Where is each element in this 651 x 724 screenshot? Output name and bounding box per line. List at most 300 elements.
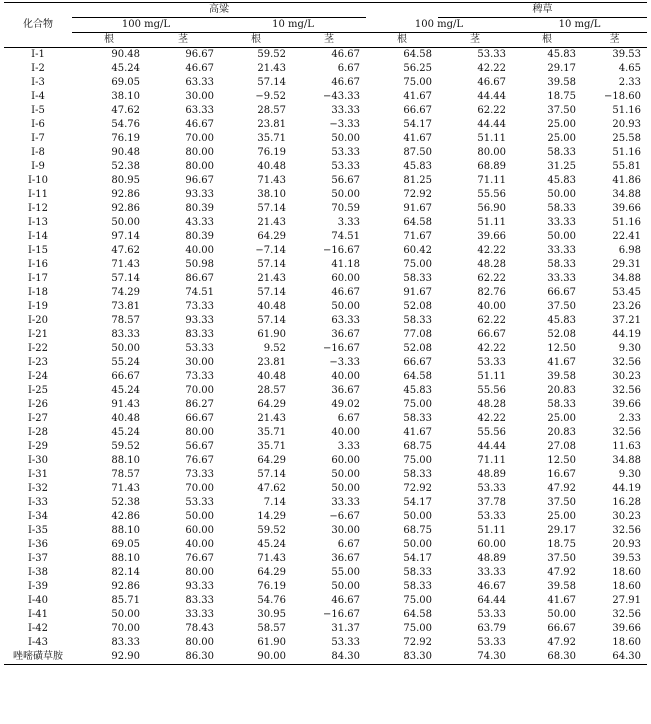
inhibition-value: 80.00 [185, 637, 214, 648]
inhibition-value: 9.30 [618, 343, 642, 354]
inhibition-value: 71.67 [403, 231, 432, 242]
part-header-stem: 茎 [292, 33, 366, 48]
inhibition-value: 41.67 [403, 133, 432, 144]
inhibition-value: 42.22 [477, 413, 506, 424]
inhibition-value: 58.33 [403, 273, 432, 284]
inhibition-value: 75.00 [403, 455, 432, 466]
inhibition-value: 71.11 [477, 175, 506, 186]
table-row [4, 132, 647, 146]
inhibition-value: 29.17 [547, 525, 576, 536]
inhibition-value: 70.59 [331, 203, 360, 214]
inhibition-value: 64.44 [477, 595, 506, 606]
inhibition-value: 96.67 [185, 49, 214, 60]
inhibition-value: 53.33 [185, 343, 214, 354]
inhibition-value: 47.92 [547, 483, 576, 494]
table-row [4, 524, 647, 538]
inhibition-value: 44.19 [612, 483, 642, 494]
inhibition-value: 20.83 [547, 427, 576, 438]
inhibition-value: 74.51 [331, 231, 360, 242]
inhibition-value: 47.92 [547, 567, 576, 578]
inhibition-value: 31.25 [547, 161, 576, 172]
inhibition-value: 50.00 [111, 217, 140, 228]
compound-name: Ⅰ-14 [27, 231, 49, 242]
inhibition-value: 51.11 [477, 217, 506, 228]
inhibition-value: 34.88 [612, 273, 642, 284]
table-row [4, 272, 647, 286]
inhibition-value: 62.22 [477, 273, 506, 284]
inhibition-value: 40.00 [331, 371, 360, 382]
inhibition-value: 90.48 [111, 147, 140, 158]
inhibition-value: 50.00 [111, 609, 140, 620]
inhibition-value: 71.11 [477, 455, 506, 466]
inhibition-value: 78.43 [185, 623, 214, 634]
inhibition-value: 57.14 [111, 273, 140, 284]
inhibition-value: 50.00 [185, 511, 214, 522]
inhibition-value: 71.43 [111, 259, 140, 270]
inhibition-value: 64.58 [403, 371, 432, 382]
compound-name: Ⅰ-9 [31, 161, 45, 172]
compound-name: Ⅰ-12 [27, 203, 49, 214]
compound-name: Ⅰ-4 [31, 91, 45, 102]
conc-header-barnyard-10: 10 mg/L [512, 18, 647, 33]
table-row [4, 356, 647, 370]
inhibition-value: 53.33 [477, 483, 506, 494]
inhibition-value: 12.50 [547, 455, 576, 466]
inhibition-value: 83.33 [185, 329, 214, 340]
inhibition-value: −18.60 [604, 91, 642, 102]
table-row [4, 594, 647, 608]
table-row [4, 174, 647, 188]
inhibition-value: 33.33 [331, 105, 360, 116]
table-row [4, 90, 647, 104]
table-row [4, 76, 647, 90]
inhibition-value: 76.67 [185, 553, 214, 564]
compound-name: Ⅰ-37 [27, 553, 49, 564]
table-row [4, 342, 647, 356]
inhibition-value: 60.00 [477, 539, 506, 550]
inhibition-value: 62.22 [477, 315, 506, 326]
inhibition-value: 93.33 [185, 189, 214, 200]
inhibition-value: 6.67 [337, 63, 360, 74]
inhibition-value: 85.71 [111, 595, 140, 606]
inhibition-value: 4.65 [618, 63, 642, 74]
inhibition-value: 45.24 [111, 385, 140, 396]
inhibition-value: 27.91 [612, 595, 642, 606]
inhibition-value: 38.10 [257, 189, 286, 200]
compound-name: Ⅰ-26 [27, 399, 49, 410]
inhibition-value: 44.19 [612, 329, 642, 340]
inhibition-value: 76.19 [111, 133, 140, 144]
inhibition-value: 48.28 [477, 259, 506, 270]
inhibition-value: 46.67 [185, 63, 214, 74]
inhibition-value: 59.52 [257, 49, 286, 60]
inhibition-value: 51.16 [612, 105, 642, 116]
inhibition-value: −7.14 [255, 245, 286, 256]
inhibition-value: 80.00 [185, 567, 214, 578]
inhibition-value: 55.56 [477, 427, 506, 438]
inhibition-value: 33.33 [185, 609, 214, 620]
inhibition-value: 58.33 [403, 315, 432, 326]
inhibition-value: 83.33 [111, 329, 140, 340]
inhibition-value: 53.33 [331, 161, 360, 172]
inhibition-value: 80.39 [185, 203, 214, 214]
inhibition-value: 41.18 [331, 259, 360, 270]
table-row [4, 104, 647, 118]
compound-name: Ⅰ-31 [27, 469, 49, 480]
inhibition-value: 53.33 [331, 147, 360, 158]
inhibition-value: 3.33 [337, 217, 360, 228]
inhibition-value: 9.52 [263, 343, 286, 354]
inhibition-value: 78.57 [111, 469, 140, 480]
compound-name: Ⅰ-13 [27, 217, 49, 228]
inhibition-value: 29.31 [612, 259, 642, 270]
inhibition-value: 75.00 [403, 259, 432, 270]
inhibition-value: 92.86 [111, 203, 140, 214]
inhibition-value: 20.93 [612, 119, 642, 130]
table-row [4, 328, 647, 342]
inhibition-value: 92.86 [111, 189, 140, 200]
part-header-root: 根 [220, 33, 292, 48]
compound-name: Ⅰ-2 [31, 63, 45, 74]
inhibition-value: 14.29 [257, 511, 286, 522]
inhibition-value: 64.58 [403, 49, 432, 60]
compound-name: Ⅰ-1 [31, 49, 45, 60]
inhibition-value: 45.24 [111, 427, 140, 438]
compound-name: Ⅰ-3 [31, 77, 45, 88]
inhibition-value: 64.29 [257, 231, 286, 242]
inhibition-value: 92.90 [72, 650, 146, 665]
inhibition-value: 73.33 [185, 469, 214, 480]
compound-name: Ⅰ-35 [27, 525, 49, 536]
inhibition-value: 52.38 [111, 497, 140, 508]
inhibition-value: 18.60 [612, 637, 642, 648]
inhibition-value: 58.33 [547, 147, 576, 158]
inhibition-value: 92.86 [111, 581, 140, 592]
inhibition-value: 87.50 [403, 147, 432, 158]
inhibition-value: 37.50 [547, 105, 576, 116]
inhibition-value: 30.23 [612, 371, 642, 382]
table-body [4, 48, 647, 665]
inhibition-value: 51.11 [477, 371, 506, 382]
inhibition-value: 75.00 [403, 399, 432, 410]
inhibition-value: 52.38 [111, 161, 140, 172]
inhibition-value: −6.67 [329, 511, 360, 522]
table-row [4, 48, 647, 63]
inhibition-value: −43.33 [322, 91, 360, 102]
inhibition-value: 96.67 [185, 175, 214, 186]
inhibition-value: 40.48 [257, 161, 286, 172]
inhibition-value: 41.67 [403, 91, 432, 102]
table-row [4, 244, 647, 258]
inhibition-value: 21.43 [257, 413, 286, 424]
table-row [4, 538, 647, 552]
inhibition-value: 51.16 [612, 217, 642, 228]
inhibition-value: 33.33 [547, 273, 576, 284]
plant-header-barnyardgrass: 稗草 [438, 3, 647, 18]
inhibition-value: 57.14 [257, 315, 286, 326]
table-row [4, 440, 647, 454]
inhibition-value: 76.19 [257, 581, 286, 592]
inhibition-value: 88.10 [111, 525, 140, 536]
compound-name: Ⅰ-7 [31, 133, 45, 144]
table-row [4, 118, 647, 132]
inhibition-value: 66.67 [111, 371, 140, 382]
compound-name: Ⅰ-25 [27, 385, 49, 396]
inhibition-value: 80.95 [111, 175, 140, 186]
inhibition-value: 21.43 [257, 273, 286, 284]
inhibition-value: 60.42 [403, 245, 432, 256]
inhibition-value: 78.57 [111, 315, 140, 326]
inhibition-value: 50.00 [403, 511, 432, 522]
inhibition-value: 25.00 [547, 413, 576, 424]
inhibition-value: 50.00 [331, 133, 360, 144]
compound-name: Ⅰ-28 [27, 427, 49, 438]
inhibition-value: 46.67 [331, 595, 360, 606]
inhibition-value: 53.33 [477, 637, 506, 648]
inhibition-value: 59.52 [257, 525, 286, 536]
inhibition-value: 74.51 [185, 287, 214, 298]
inhibition-value: 80.00 [185, 161, 214, 172]
inhibition-value: 23.81 [257, 119, 286, 130]
inhibition-value: 56.90 [477, 203, 506, 214]
table-row [4, 146, 647, 160]
compound-name: Ⅰ-24 [27, 371, 49, 382]
compound-name: Ⅰ-32 [27, 483, 49, 494]
inhibition-value: 36.67 [331, 329, 360, 340]
inhibition-value: 66.67 [547, 623, 576, 634]
inhibition-value: 33.33 [477, 567, 506, 578]
inhibition-value: 20.83 [547, 385, 576, 396]
inhibition-value: 74.30 [438, 650, 512, 665]
compound-name: Ⅰ-30 [27, 455, 49, 466]
inhibition-value: 52.08 [403, 343, 432, 354]
inhibition-value: 55.00 [331, 567, 360, 578]
inhibition-value: 44.44 [477, 91, 506, 102]
inhibition-value: 63.33 [331, 315, 360, 326]
compound-name: Ⅰ-21 [27, 329, 49, 340]
inhibition-value: −9.52 [255, 91, 286, 102]
part-header-root: 根 [72, 33, 146, 48]
inhibition-value: 6.67 [337, 539, 360, 550]
table-row [4, 580, 647, 594]
inhibition-value: 69.05 [111, 77, 140, 88]
inhibition-value: 58.57 [257, 623, 286, 634]
inhibition-value: 50.00 [331, 189, 360, 200]
inhibition-value: 11.63 [612, 441, 642, 452]
inhibition-value: 53.33 [185, 497, 214, 508]
inhibition-value: 37.21 [612, 315, 642, 326]
table-row [4, 496, 647, 510]
inhibition-value: 25.00 [547, 511, 576, 522]
inhibition-value: 39.53 [612, 553, 642, 564]
inhibition-value: 83.33 [111, 637, 140, 648]
inhibition-value: 39.66 [612, 203, 642, 214]
inhibition-value: 41.67 [403, 427, 432, 438]
inhibition-value: 45.83 [403, 161, 432, 172]
inhibition-value: 72.92 [403, 483, 432, 494]
inhibition-value: 57.14 [257, 203, 286, 214]
inhibition-value: 44.44 [477, 441, 506, 452]
inhibition-value: 50.00 [331, 483, 360, 494]
inhibition-value: 40.48 [257, 301, 286, 312]
inhibition-value: 66.67 [477, 329, 506, 340]
table-row [4, 622, 647, 636]
inhibition-value: 61.90 [257, 329, 286, 340]
inhibition-value: 32.56 [612, 525, 642, 536]
inhibition-value: 35.71 [257, 133, 286, 144]
inhibition-value: 91.43 [111, 399, 140, 410]
inhibition-value: 30.00 [185, 357, 214, 368]
inhibition-value: 40.00 [331, 427, 360, 438]
inhibition-value: 2.33 [618, 413, 642, 424]
inhibition-value: 6.67 [337, 413, 360, 424]
inhibition-value: 39.58 [547, 371, 576, 382]
conc-header-sorghum-100: 100 mg/L [72, 18, 220, 33]
inhibition-value: 28.57 [257, 105, 286, 116]
inhibition-value: 51.16 [612, 147, 642, 158]
inhibition-value: 54.17 [403, 553, 432, 564]
inhibition-value: 53.45 [612, 287, 642, 298]
inhibition-value: 43.33 [185, 217, 214, 228]
inhibition-value: 80.39 [185, 231, 214, 242]
inhibition-value: 32.56 [612, 427, 642, 438]
inhibition-value: 50.00 [331, 301, 360, 312]
table-row [4, 62, 647, 76]
inhibition-value: −3.33 [329, 119, 360, 130]
inhibition-value: 50.00 [547, 231, 576, 242]
inhibition-value: 40.48 [111, 413, 140, 424]
inhibition-value: 70.00 [185, 133, 214, 144]
inhibition-value: 58.33 [403, 567, 432, 578]
inhibition-value: 58.33 [403, 469, 432, 480]
inhibition-value: 53.33 [477, 49, 506, 60]
inhibition-value: 66.67 [403, 105, 432, 116]
inhibition-value: 77.08 [403, 329, 432, 340]
inhibition-value: 37.78 [477, 497, 506, 508]
inhibition-value: 51.11 [477, 525, 506, 536]
compound-name: Ⅰ-39 [27, 581, 49, 592]
inhibition-value: 32.56 [612, 357, 642, 368]
inhibition-value: 46.67 [477, 581, 506, 592]
compound-name: Ⅰ-18 [27, 287, 49, 298]
inhibition-value: −16.67 [322, 343, 360, 354]
inhibition-value: 48.28 [477, 399, 506, 410]
inhibition-value: 33.33 [331, 497, 360, 508]
inhibition-value: 52.08 [547, 329, 576, 340]
inhibition-value: 55.24 [111, 357, 140, 368]
inhibition-value: 39.53 [612, 49, 642, 60]
inhibition-value: 84.30 [292, 650, 366, 665]
inhibition-value: 39.66 [612, 399, 642, 410]
inhibition-value: 6.98 [618, 245, 642, 256]
inhibition-value: 50.00 [547, 189, 576, 200]
inhibition-value: 82.14 [111, 567, 140, 578]
compound-name: Ⅰ-17 [27, 273, 49, 284]
inhibition-value: −16.67 [322, 245, 360, 256]
inhibition-value: 71.43 [257, 553, 286, 564]
inhibition-value: 30.00 [185, 91, 214, 102]
inhibition-value: 37.50 [547, 301, 576, 312]
inhibition-value: 50.00 [547, 609, 576, 620]
inhibition-value: 62.22 [477, 105, 506, 116]
inhibition-value: 73.33 [185, 301, 214, 312]
inhibition-value: 52.08 [403, 301, 432, 312]
compound-name: Ⅰ-11 [27, 189, 49, 200]
inhibition-value: 45.83 [547, 315, 576, 326]
inhibition-value: 69.05 [111, 539, 140, 550]
compound-name: Ⅰ-41 [27, 609, 49, 620]
inhibition-value: 75.00 [403, 595, 432, 606]
inhibition-value: 30.00 [331, 525, 360, 536]
inhibition-value: 55.81 [612, 161, 642, 172]
inhibition-value: 57.14 [257, 259, 286, 270]
table-row [4, 300, 647, 314]
inhibition-value: 42.22 [477, 343, 506, 354]
inhibition-value: 32.56 [612, 609, 642, 620]
inhibition-value: 70.00 [111, 623, 140, 634]
inhibition-value: 9.30 [618, 469, 642, 480]
inhibition-value: 18.75 [547, 91, 576, 102]
inhibition-value: 21.43 [257, 217, 286, 228]
inhibition-value: 72.92 [403, 189, 432, 200]
inhibition-value: 73.81 [111, 301, 140, 312]
inhibition-value: 32.56 [612, 385, 642, 396]
inhibition-value: 53.33 [331, 637, 360, 648]
compound-name: Ⅰ-10 [27, 175, 49, 186]
inhibition-value: 29.17 [547, 63, 576, 74]
table-row [4, 188, 647, 202]
compound-name: Ⅰ-20 [27, 315, 49, 326]
inhibition-value: 75.00 [403, 623, 432, 634]
inhibition-value: 86.27 [185, 399, 214, 410]
inhibition-value: 66.67 [547, 287, 576, 298]
table-row [4, 482, 647, 496]
inhibition-value: 73.33 [185, 371, 214, 382]
compound-name: Ⅰ-27 [27, 413, 49, 424]
inhibition-value: 49.02 [331, 399, 360, 410]
inhibition-value: 48.89 [477, 553, 506, 564]
inhibition-value: 35.71 [257, 441, 286, 452]
inhibition-value: 31.37 [331, 623, 360, 634]
inhibition-value: 68.30 [512, 650, 582, 665]
compound-name: Ⅰ-43 [27, 637, 49, 648]
inhibition-value: 25.00 [547, 119, 576, 130]
inhibition-value: 76.67 [185, 455, 214, 466]
inhibition-value: 50.00 [331, 469, 360, 480]
inhibition-value: 64.58 [403, 217, 432, 228]
table-row [4, 636, 647, 650]
inhibition-value: 56.25 [403, 63, 432, 74]
inhibition-value: 42.86 [111, 511, 140, 522]
inhibition-value: 88.10 [111, 455, 140, 466]
inhibition-value: 36.67 [331, 385, 360, 396]
inhibition-value: 45.24 [111, 63, 140, 74]
inhibition-value: 54.17 [403, 497, 432, 508]
inhibition-value: 63.33 [185, 105, 214, 116]
inhibition-value: 33.33 [547, 217, 576, 228]
inhibition-value: 64.29 [257, 567, 286, 578]
table-row [4, 650, 647, 665]
inhibition-value: 91.67 [403, 287, 432, 298]
inhibition-value: 22.41 [612, 231, 642, 242]
compound-name: Ⅰ-15 [27, 245, 49, 256]
table-row [4, 454, 647, 468]
inhibition-value: 86.67 [185, 273, 214, 284]
table-row [4, 552, 647, 566]
table-row [4, 412, 647, 426]
inhibition-value: 68.75 [403, 441, 432, 452]
inhibition-value: 75.00 [403, 77, 432, 88]
